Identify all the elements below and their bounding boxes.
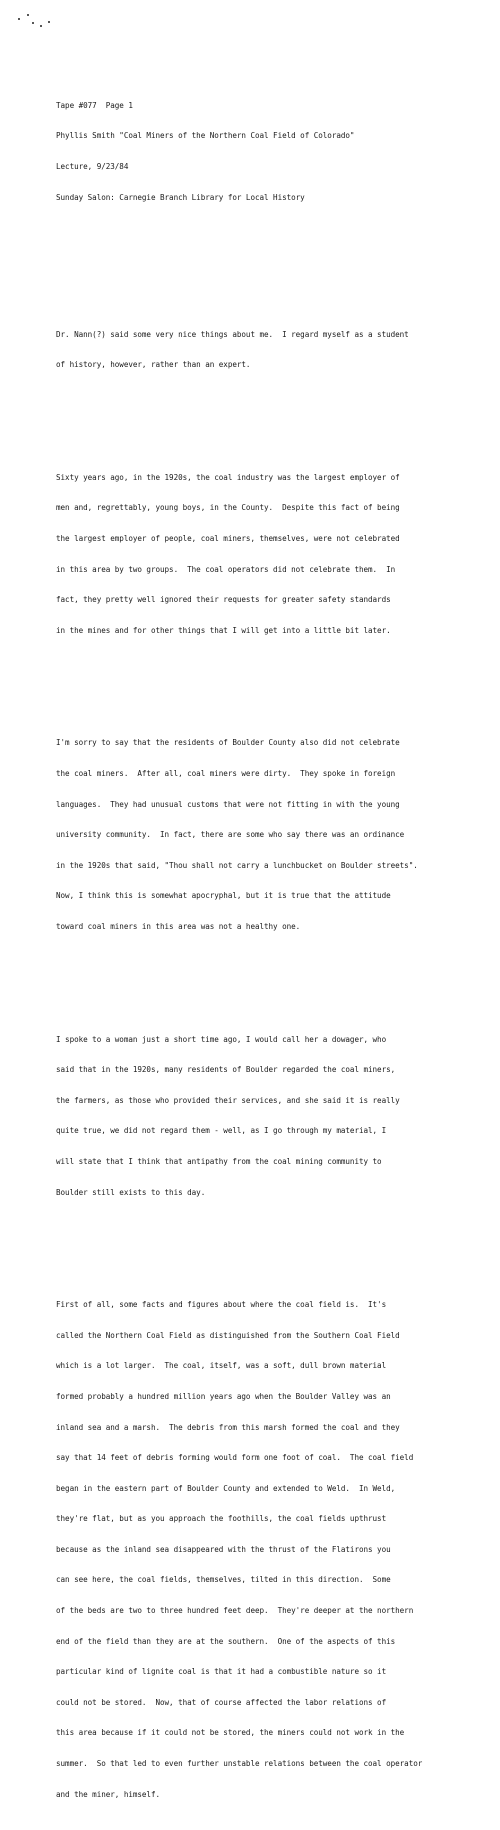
text-line: say that 14 feet of debris forming would form one foot of coal. The coal field — [56, 1453, 414, 1463]
text-line: of history, however, rather than an expert. — [56, 360, 251, 370]
text-line: called the Northern Coal Field as distinguished from the Southern Coal Field — [56, 1330, 400, 1340]
transcript-header — [56, 80, 492, 223]
paragraph-intro — [56, 309, 492, 391]
text-line: I spoke to a woman just a short time ago, I would call her a dowager, who — [56, 1034, 387, 1044]
text-line: Now, I think this is somewhat apocryphal, but it is true that the attitude — [56, 891, 391, 901]
text-line: the coal miners. After all, coal miners were dirty. They spoke in foreign — [56, 768, 396, 778]
text-line: Boulder still exists to this day. — [56, 1187, 206, 1197]
text-line: end of the field than they are at the southern. One of the aspects of this — [56, 1636, 396, 1646]
paragraph-coal-field-facts — [56, 1280, 492, 1821]
text-line: First of all, some facts and figures about where the coal field is. It's — [56, 1300, 387, 1310]
text-line: of the beds are two to three hundred feet deep. They're deeper at the northern — [56, 1606, 414, 1616]
text-line: particular kind of lignite coal is that it had a combustible nature so it — [56, 1667, 387, 1677]
scan-speck — [32, 22, 34, 24]
text-line: I'm sorry to say that the residents of Boulder County also did not celebrate — [56, 738, 400, 748]
text-line: which is a lot larger. The coal, itself, was a soft, dull brown material — [56, 1361, 387, 1371]
scan-speck — [48, 21, 50, 23]
text-line: in the mines and for other things that I will get into a little bit later. — [56, 625, 391, 635]
text-line: they're flat, but as you approach the foothills, the coal fields upthrust — [56, 1514, 387, 1524]
text-line: will state that I think that antipathy from the coal mining community to — [56, 1156, 382, 1166]
text-line: this area because if it could not be stored, the miners could not work in the — [56, 1728, 405, 1738]
text-line: began in the eastern part of Boulder County and extended to Weld. In Weld, — [56, 1483, 396, 1493]
text-line: languages. They had unusual customs that were not fitting in with the young — [56, 799, 400, 809]
text-line: Dr. Nann(?) said some very nice things about me. I regard myself as a student — [56, 329, 409, 339]
header-venue-line: Sunday Salon: Carnegie Branch Library for Local History — [56, 192, 305, 202]
text-line: inland sea and a marsh. The debris from this marsh formed the coal and they — [56, 1422, 400, 1432]
text-line: university community. In fact, there are some who say there was an ordinance — [56, 830, 405, 840]
text-line: fact, they pretty well ignored their requests for greater safety standards — [56, 595, 391, 605]
text-line: in the 1920s that said, "Thou shall not carry a lunchbucket on Boulder streets". — [56, 860, 418, 870]
scan-speck — [18, 18, 20, 20]
text-line: because as the inland sea disappeared with the thrust of the Flatirons you — [56, 1544, 391, 1554]
header-tape-line: Tape #077 Page 1 — [56, 100, 133, 110]
text-line: and the miner, himself. — [56, 1789, 161, 1799]
text-line: in this area by two groups. The coal operators did not celebrate them. In — [56, 564, 396, 574]
paragraph-dowager — [56, 1014, 492, 1218]
text-line: toward coal miners in this area was not a healthy one. — [56, 921, 301, 931]
text-line: the largest employer of people, coal miners, themselves, were not celebrated — [56, 534, 400, 543]
paragraph-residents — [56, 718, 492, 953]
text-line: Sixty years ago, in the 1920s, the coal industry was the largest employer of — [56, 472, 400, 482]
scan-speck — [27, 14, 29, 16]
text-line: could not be stored. Now, that of course affected the labor relations of — [56, 1697, 387, 1707]
text-line: formed probably a hundred million years ago when the Boulder Valley was an — [56, 1391, 391, 1401]
text-line: men and, regrettably, young boys, in the County. Despite this fact of being — [56, 503, 400, 513]
header-title-line: Phyllis Smith "Coal Miners of the Northern Coal Field of Colorado" — [56, 131, 355, 141]
text-line: summer. So that led to even further unstable relations between the coal operator — [56, 1759, 423, 1769]
text-line: the farmers, as those who provided their services, and she said it is really — [56, 1095, 400, 1105]
text-line: quite true, we did not regard them - well, as I go through my material, I — [56, 1126, 387, 1136]
scan-specks — [18, 14, 58, 30]
header-date-line: Lecture, 9/23/84 — [56, 162, 129, 171]
transcript-page — [56, 60, 492, 1830]
text-line: can see here, the coal fields, themselves, tilted in this direction. Some — [56, 1575, 391, 1585]
text-line: said that in the 1920s, many residents of Boulder regarded the coal miners, — [56, 1065, 396, 1075]
paragraph-sixty-years — [56, 452, 492, 656]
scan-speck — [40, 25, 42, 27]
